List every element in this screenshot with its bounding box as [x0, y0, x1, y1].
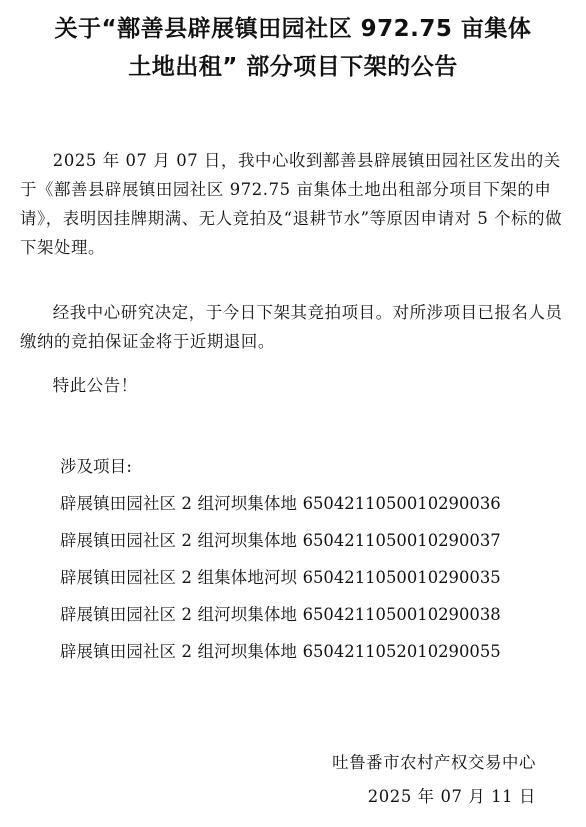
project-list [60, 448, 580, 670]
list-item [60, 559, 580, 596]
list-item [60, 596, 580, 633]
project-code: 6504211052010290055 [302, 642, 501, 661]
list-item [60, 485, 580, 522]
list-item [60, 633, 580, 670]
project-name: 辟展镇田园社区 2 组河坝集体地 [60, 642, 298, 661]
signature-block [332, 746, 536, 814]
issuing-organization: 吐鲁番市农村产权交易中心 [332, 753, 536, 772]
list-item [60, 522, 580, 559]
project-code: 6504211050010290038 [302, 605, 501, 624]
document-title [0, 10, 586, 86]
issue-date: 2025 年 07 月 11 日 [367, 787, 536, 806]
project-code: 6504211050010290036 [302, 494, 501, 513]
project-list-heading: 涉及项目: [60, 457, 133, 476]
project-name: 辟展镇田园社区 2 组河坝集体地 [60, 605, 298, 624]
title-line-1: 关于“鄯善县辟展镇田园社区 972.75 亩集体 [54, 16, 532, 42]
paragraph-application: 2025 年 07 月 07 日，我中心收到鄯善县辟展镇田园社区发出的关于《鄯善县辟展镇田园社区 972.75 亩集体土地出租部分项目下架的申请》，表明因挂牌期满、无人竞拍及“退耕节水”等原因申请对 5 个标的做下架处理。 [20, 151, 563, 257]
project-code: 6504211050010290037 [302, 531, 501, 550]
project-name: 辟展镇田园社区 2 组河坝集体地 [60, 494, 298, 513]
project-code: 6504211050010290035 [302, 568, 501, 587]
paragraph-decision: 经我中心研究决定，于今日下架其竞拍项目。对所涉项目已报名人员缴纳的竞拍保证金将于近期退回。 [20, 303, 563, 351]
paragraph-closing: 特此公告！ [52, 376, 138, 395]
project-name: 辟展镇田园社区 2 组河坝集体地 [60, 531, 298, 550]
project-name: 辟展镇田园社区 2 组集体地河坝 [60, 568, 298, 587]
title-line-2: 土地出租” 部分项目下架的公告 [128, 54, 458, 80]
